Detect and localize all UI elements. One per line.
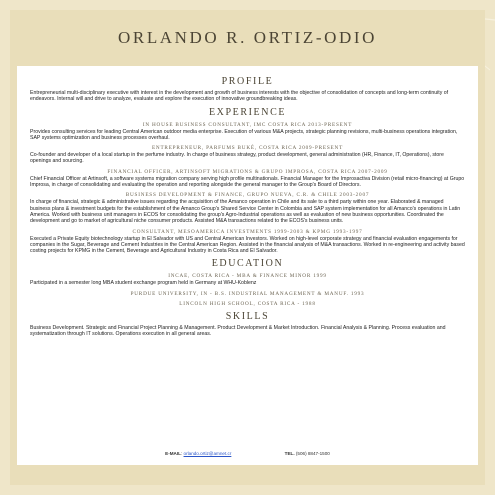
education-detail: Participated in a semester long MBA student exchange program held in Germany at WHU-Koblenz	[30, 280, 257, 287]
experience-heading: EXPERIENCE	[208, 106, 287, 118]
phone-number: (506) 8847-1500	[295, 451, 330, 456]
education-item: INCAE, COSTA RICA - MBA & FINANCE MINOR 1999	[168, 273, 327, 280]
job-title: ENTREPRENEUR, PARFUMS BUKÉ, COSTA RICA 2009-PRESENT	[151, 145, 344, 152]
email-label: E-MAIL	[165, 451, 181, 456]
skills-heading: SKILLS	[225, 310, 270, 322]
job-description: Executed a Private Equity biotechnology startup in El Salvador with US and Central American Investors. Worked on high-level corporate strategy and financial evaluation engagements for companies in the Sugar, Beverage and Cement Industries in the Central American Region. Assisted in the financial analysis of M&A transactions. Worked in re-engineering and activity based costing projects for KPMG in the Cement, Beverage and Agricultural Industry in Costa Rica and El Salvador.	[30, 235, 465, 255]
email-contact: E-MAIL: orlando.ortiz@amnet.cr	[165, 451, 232, 456]
resume-name: ORLANDO R. ORTIZ-ODIO	[118, 28, 377, 47]
phone-label: TEL.	[284, 451, 295, 456]
profile-heading: PROFILE	[221, 76, 274, 87]
education-item: PURDUE UNIVERSITY, IN - B.S. INDUSTRIAL MANAGEMENT & MANUF. 1993	[130, 290, 365, 297]
job-description: In charge of financial, strategic & administrative issues regarding the acquisition of the Amanco operation in Chile and its sale to a third party within one year. Elaborated & managed business plans & investment budgets for the establishment of the Amanco Group's Shared Service Center in Colombia and SAP system implementation for all Amanco's operations in Latin America. Worked with business unit managers in ECOS for consolidating the group's Agro-Industrial operations as well as evaluation of new business opportunities. Coordinated the development and go to market of agricultural niche consumer products. Assisted M&A transactions related to the ECOS's business units.	[30, 199, 461, 225]
email-link[interactable]: orlando.ortiz@amnet.cr	[183, 451, 232, 456]
contact-footer	[17, 451, 478, 456]
education-item: LINCOLN HIGH SCHOOL, COSTA RICA - 1988	[179, 300, 316, 307]
job-title: IN HOUSE BUSINESS CONSULTANT, IMC COSTA RICA 2013-PRESENT	[142, 121, 353, 128]
resume-page	[10, 10, 485, 485]
job-description: Chief Financial Officer at Artinsoft, a software systems migration company serving high profile multinationals. Financial Manager for the Improsactiva Division (retail micro-financing) at Grupo Improsa, in charge of consolidating and evaluating the operation and reporting alongside the general manager to the Group's Board of Directors.	[30, 175, 465, 189]
job-title: CONSULTANT, MESOAMERICA INVESTMENTS 1999-2003 & KPMG 1993-1997	[132, 228, 363, 235]
education-heading: EDUCATION	[211, 258, 284, 270]
resume-sheet	[17, 66, 478, 465]
phone-contact	[285, 451, 330, 456]
job-description: Provides consulting services for leading Central American outdoor media enterprise. Execution of various M&A projects, strategic planning revisions, multi-business operations integration, SAP systems optimization and business processes overhaul.	[30, 128, 458, 141]
job-description: Co-founder and developer of a local startup in the perfume industry. In charge of business strategy, product development, general administration (HR, Finance, IT, Operations), store openings and sourcing.	[30, 152, 444, 165]
skills-text: Business Development. Strategic and Financial Project Planning & Management. Product Development & Market Introduction. Financial Analysis & Planning. Process evaluation and systematization through IT solutions. Operations execution in all general areas.	[30, 324, 446, 338]
job-title: BUSINESS DEVELOPMENT & FINANCE, GRUPO NUEVA, C.R. & CHILE 2003-2007	[125, 192, 370, 199]
profile-text: Entrepreneurial multi-disciplinary executive with interest in the development and growth of business interests with the objective of consolidation of concepts and long-term continuity of endeavors. Internal will and drive to analyze, evaluate and explore the execution of innovative groundbreaking ideas.	[30, 90, 449, 103]
job-title: FINANCIAL OFFICER, ARTINSOFT MIGRATIONS & GRUPO IMPROSA, COSTA RICA 2007-2009	[107, 168, 388, 175]
